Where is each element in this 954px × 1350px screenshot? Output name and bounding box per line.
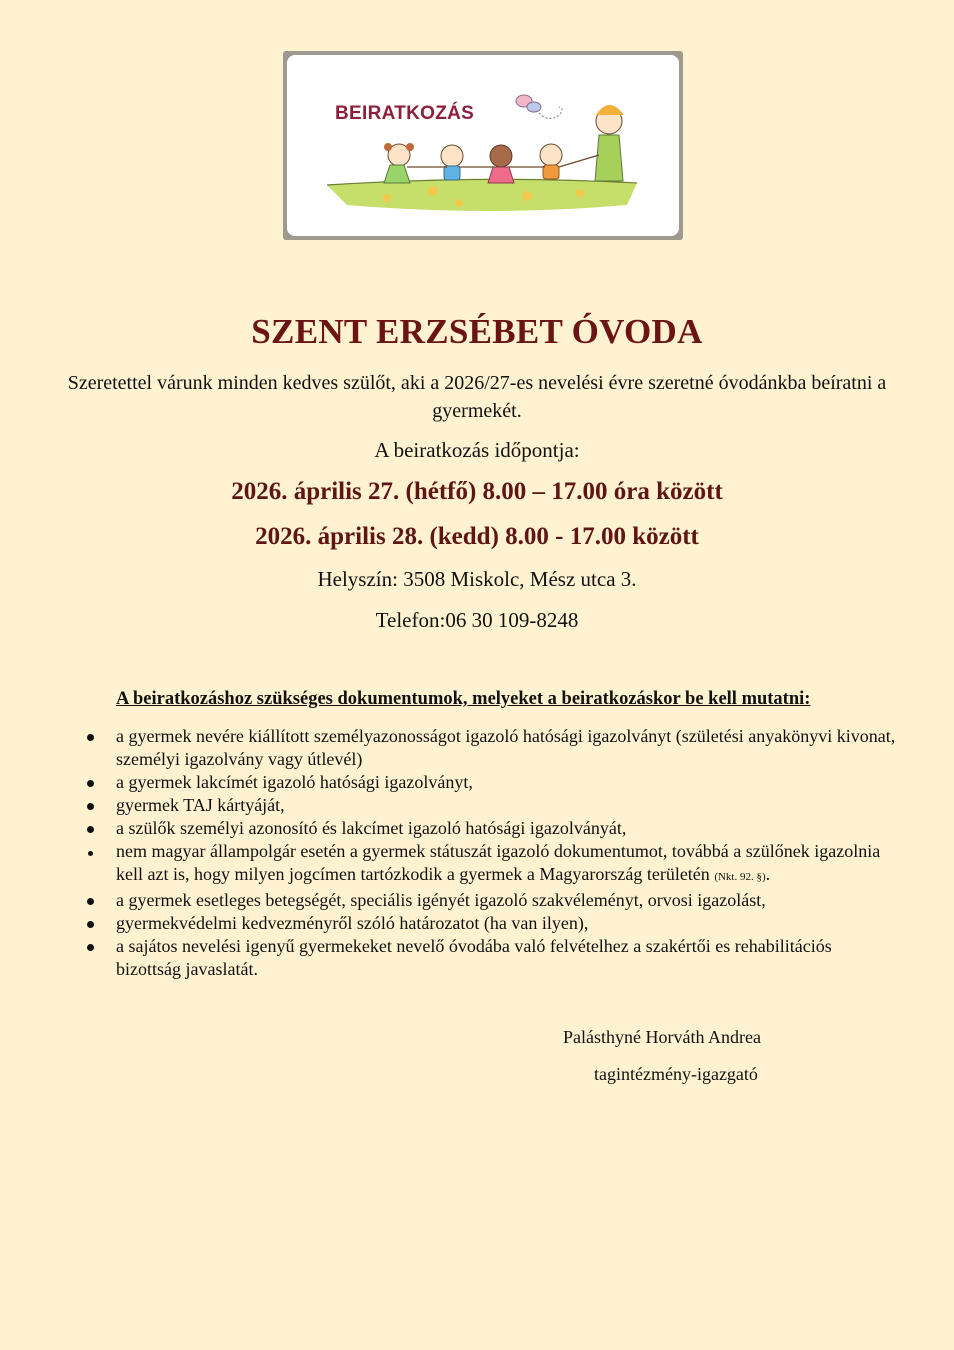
child-figure-4 [540, 144, 562, 179]
bullet-icon [87, 734, 94, 741]
list-item [86, 935, 896, 981]
bullet-icon [87, 780, 94, 787]
page-title: SZENT ERZSÉBET ÓVODA [251, 312, 703, 351]
list-item-text: a gyermek nevére kiállított személyazonosságot igazoló hatósági igazolványt (születési anyakönyvi kivonat, személyi igazolvány vagy útlevél) [116, 726, 896, 769]
documents-heading: A beiratkozáshoz szükséges dokumentumok, melyeket a beiratkozáskor be kell mutatni: [116, 689, 811, 709]
butterfly-icon [516, 95, 562, 119]
list-item-text: nem magyar állampolgár esetén a gyermek státuszát igazoló dokumentumot, továbbá a szülőnek igazolnia kell azt is, hogy milyen jogcímen tartózkodik a gyermek a Magyarország területén [116, 841, 881, 884]
list-item [86, 817, 896, 840]
grass-icon [327, 178, 637, 211]
list-item-suffix: . [765, 864, 771, 884]
child-figure-3 [488, 145, 514, 183]
banner-card [287, 55, 679, 236]
list-item-text: gyermekvédelmi kedvezményről szóló határozatot (ha van ilyen), [116, 913, 589, 933]
bullet-icon [88, 851, 93, 856]
legal-reference: (Nkt. 92. §) [714, 871, 766, 883]
enrollment-date-1: 2026. április 27. (hétfő) 8.00 – 17.00 óra között [231, 478, 723, 505]
teacher-figure [595, 105, 624, 181]
banner-image [283, 51, 683, 240]
list-item [86, 889, 896, 912]
list-item [86, 840, 896, 889]
list-item-text: gyermek TAJ kártyáját, [116, 795, 285, 815]
list-item [86, 794, 896, 817]
location-text: Helyszín: 3508 Miskolc, Mész utca 3. [317, 567, 637, 591]
bullet-icon [87, 944, 94, 951]
intro-text: Szeretettel várunk minden kedves szülőt, aki a 2026/27-es nevelési évre szeretné óvodánkba beíratni a gyermekét. [67, 372, 887, 422]
list-item-text: a gyermek lakcímét igazoló hatósági igazolványt, [116, 772, 473, 792]
signer-name: Palásthyné Horváth Andrea [563, 1027, 761, 1047]
signer-role: tagintézmény-igazgató [594, 1064, 758, 1084]
list-item [86, 771, 896, 794]
list-item-text: a szülők személyi azonosító és lakcímet igazoló hatósági igazolványát, [116, 818, 627, 838]
bullet-icon [87, 803, 94, 810]
bullet-icon [87, 898, 94, 905]
banner-word: BEIRATKOZÁS [335, 103, 475, 124]
phone-text: Telefon:06 30 109-8248 [375, 608, 579, 632]
list-item [86, 725, 896, 771]
bullet-icon [87, 921, 94, 928]
list-item-text: a gyermek esetleges betegségét, speciális igényét igazoló szakvéleményt, orvosi igazolást, [116, 890, 766, 910]
enrollment-date-2: 2026. április 28. (kedd) 8.00 - 17.00 között [255, 523, 699, 550]
schedule-label: A beiratkozás időpontja: [374, 438, 580, 462]
documents-list [86, 725, 896, 981]
child-figure-1 [384, 143, 414, 183]
list-item [86, 912, 896, 935]
children-illustration [287, 55, 679, 236]
bullet-icon [87, 826, 94, 833]
list-item-text: a sajátos nevelési igenyű gyermekeket nevelő óvodába való felvételhez a szakértői es rehabilitációs bizottság javaslatát. [116, 936, 832, 979]
child-figure-2 [441, 145, 463, 180]
